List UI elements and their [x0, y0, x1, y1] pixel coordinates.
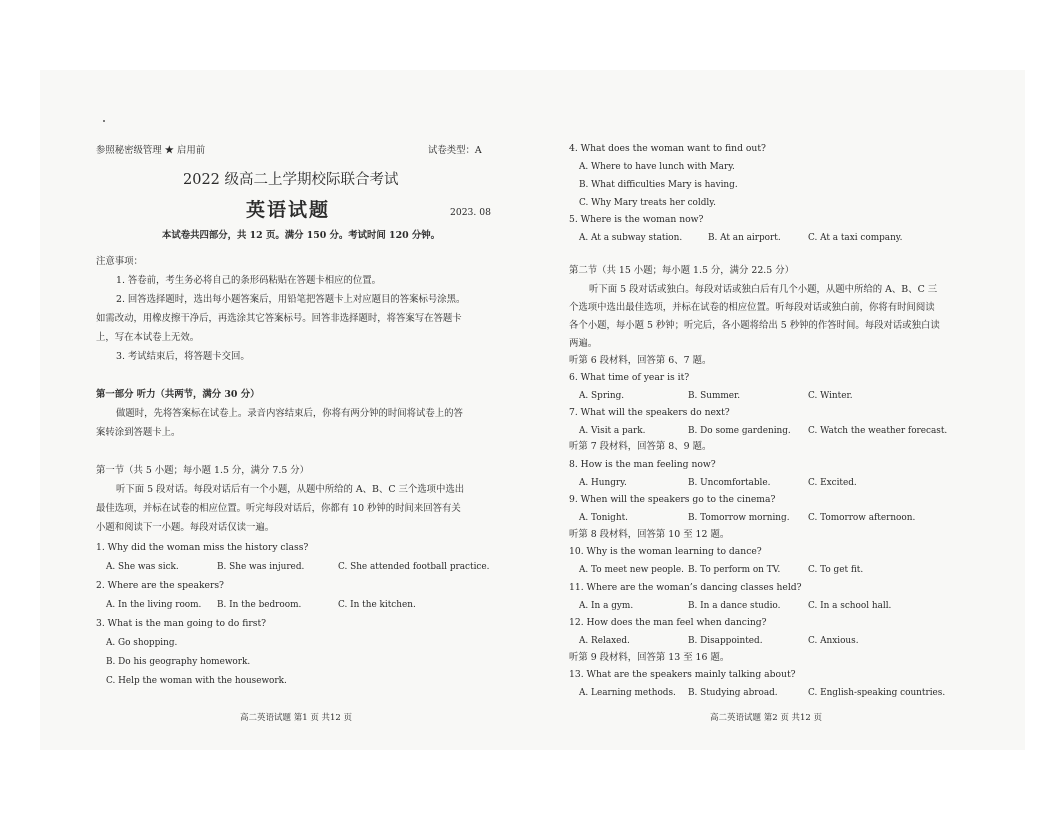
- question-stem: 7. What will the speakers do next?: [569, 407, 730, 418]
- section1-intro: 听下面 5 段对话。每段对话后有一个小题，从题中所给的 A、B、C 三个选项中选出: [116, 484, 465, 495]
- option-a: A. In a gym.: [579, 601, 634, 611]
- material-note: 听第 9 段材料，回答第 13 至 16 题。: [569, 652, 730, 663]
- option-c: C. Why Mary treats her coldly.: [579, 198, 716, 208]
- question-stem: 13. What are the speakers mainly talking about?: [569, 669, 796, 680]
- exam-info: 本试卷共四部分，共 12 页。满分 150 分。考试时间 120 分钟。: [162, 230, 441, 241]
- option-c: C. Anxious.: [808, 636, 859, 646]
- section1-intro: 最佳选项，并标在试卷的相应位置。听完每段对话后，你都有 10 秒钟的时间来回答有关: [96, 503, 461, 514]
- option-b: B. Do some gardening.: [688, 426, 791, 436]
- question-stem: 4. What does the woman want to find out?: [569, 143, 766, 154]
- option-a: A. Visit a park.: [579, 426, 646, 436]
- material-note: 听第 8 段材料，回答第 10 至 12 题。: [569, 529, 730, 540]
- question-stem: 11. Where are the woman’s dancing classes held?: [569, 582, 802, 593]
- option-b: B. In a dance studio.: [688, 601, 781, 611]
- part1-heading: 第一部分 听力（共两节，满分 30 分）: [96, 389, 260, 400]
- option-c: C. She attended football practice.: [338, 562, 490, 572]
- section2-heading: 第二节（共 15 小题；每小题 1.5 分，满分 22.5 分）: [569, 265, 794, 276]
- option-a: A. To meet new people.: [579, 565, 685, 575]
- option-a: A. Relaxed.: [579, 636, 630, 646]
- page-footer-right: 高二英语试题 第2 页 共12 页: [710, 713, 823, 723]
- option-a: A. Spring.: [579, 391, 625, 401]
- material-note: 听第 7 段材料，回答第 8、9 题。: [569, 441, 712, 452]
- option-b: B. She was injured.: [217, 562, 305, 572]
- option-c: C. In the kitchen.: [338, 600, 416, 610]
- question-stem: 6. What time of year is it?: [569, 372, 690, 383]
- option-c: C. Watch the weather forecast.: [808, 426, 948, 436]
- option-c: C. Winter.: [808, 391, 853, 401]
- exam-title: 2022 级高二上学期校际联合考试: [183, 172, 399, 188]
- option-c: C. Tomorrow afternoon.: [808, 513, 916, 523]
- question-stem: 9. When will the speakers go to the cinema?: [569, 494, 776, 505]
- option-b: B. Studying abroad.: [688, 688, 778, 698]
- question-stem: 2. Where are the speakers?: [96, 580, 224, 591]
- option-b: B. Disappointed.: [688, 636, 763, 646]
- option-a: A. At a subway station.: [579, 233, 683, 243]
- option-c: C. To get fit.: [808, 565, 864, 575]
- section2-intro: 听下面 5 段对话或独白。每段对话或独白后有几个小题，从题中所给的 A、B、C 三: [589, 284, 938, 295]
- notice-heading: 注意事项：: [96, 256, 143, 267]
- option-a: A. Where to have lunch with Mary.: [579, 162, 735, 172]
- section1-intro: 小题和阅读下一小题。每段对话仅读一遍。: [96, 522, 275, 533]
- notice-line: 1. 答卷前，考生务必将自己的条形码粘贴在答题卡相应的位置。: [116, 275, 382, 286]
- part1-intro: 案转涂到答题卡上。: [96, 427, 181, 438]
- paper-type: 试卷类型：A: [428, 145, 482, 156]
- notice-line: 3. 考试结束后，将答题卡交回。: [116, 351, 250, 362]
- option-a: A. Learning methods.: [579, 688, 676, 698]
- option-c: C. Help the woman with the housework.: [106, 676, 287, 686]
- option-c: C. Excited.: [808, 478, 857, 488]
- option-c: C. English-speaking countries.: [808, 688, 946, 698]
- option-b: B. Do his geography homework.: [106, 657, 251, 667]
- option-b: B. In the bedroom.: [217, 600, 302, 610]
- option-b: B. At an airport.: [708, 233, 781, 243]
- section2-intro: 两遍。: [569, 338, 598, 349]
- option-a: A. Tonight.: [579, 513, 628, 523]
- part1-intro: 做题时，先将答案标在试卷上。录音内容结束后，你将有两分钟的时间将试卷上的答: [116, 408, 463, 419]
- option-c: C. In a school hall.: [808, 601, 892, 611]
- notice-line: 上，写在本试卷上无效。: [96, 332, 200, 343]
- question-stem: 12. How does the man feel when dancing?: [569, 617, 767, 628]
- question-stem: 8. How is the man feeling now?: [569, 459, 716, 470]
- question-stem: 1. Why did the woman miss the history class?: [96, 542, 309, 553]
- notice-line: 2. 回答选择题时，选出每小题答案后，用铅笔把答题卡上对应题目的答案标号涂黑。: [116, 294, 466, 305]
- option-b: B. Summer.: [688, 391, 741, 401]
- option-a: A. Go shopping.: [106, 638, 178, 648]
- option-c: C. At a taxi company.: [808, 233, 903, 243]
- option-b: B. What difficulties Mary is having.: [579, 180, 738, 190]
- option-b: B. Uncomfortable.: [688, 478, 771, 488]
- option-a: A. In the living room.: [106, 600, 202, 610]
- question-stem: 3. What is the man going to do first?: [96, 618, 267, 629]
- option-a: A. Hungry.: [579, 478, 627, 488]
- question-stem: 10. Why is the woman learning to dance?: [569, 546, 762, 557]
- exam-date: 2023. 08: [450, 207, 491, 218]
- scan-speck: [103, 120, 105, 122]
- section1-heading: 第一节（共 5 小题；每小题 1.5 分，满分 7.5 分）: [96, 465, 310, 476]
- option-b: B. Tomorrow morning.: [688, 513, 790, 523]
- option-b: B. To perform on TV.: [688, 565, 781, 575]
- section2-intro: 各个小题，每小题 5 秒钟；听完后，各小题将给出 5 秒钟的作答时间。每段对话或独白读: [569, 320, 940, 331]
- secrecy-label: 参照秘密级管理 ★ 启用前: [96, 145, 206, 156]
- notice-line: 如需改动，用橡皮擦干净后，再选涂其它答案标号。回答非选择题时，将答案写在答题卡: [96, 313, 462, 324]
- subject-title: 英语试题: [246, 199, 331, 221]
- material-note: 听第 6 段材料，回答第 6、7 题。: [569, 355, 712, 366]
- option-a: A. She was sick.: [106, 562, 179, 572]
- section2-intro: 个选项中选出最佳选项，并标在试卷的相应位置。听每段对话或独白前，你将有时间阅读: [569, 302, 935, 313]
- question-stem: 5. Where is the woman now?: [569, 214, 704, 225]
- page-footer-left: 高二英语试题 第1 页 共12 页: [240, 713, 353, 723]
